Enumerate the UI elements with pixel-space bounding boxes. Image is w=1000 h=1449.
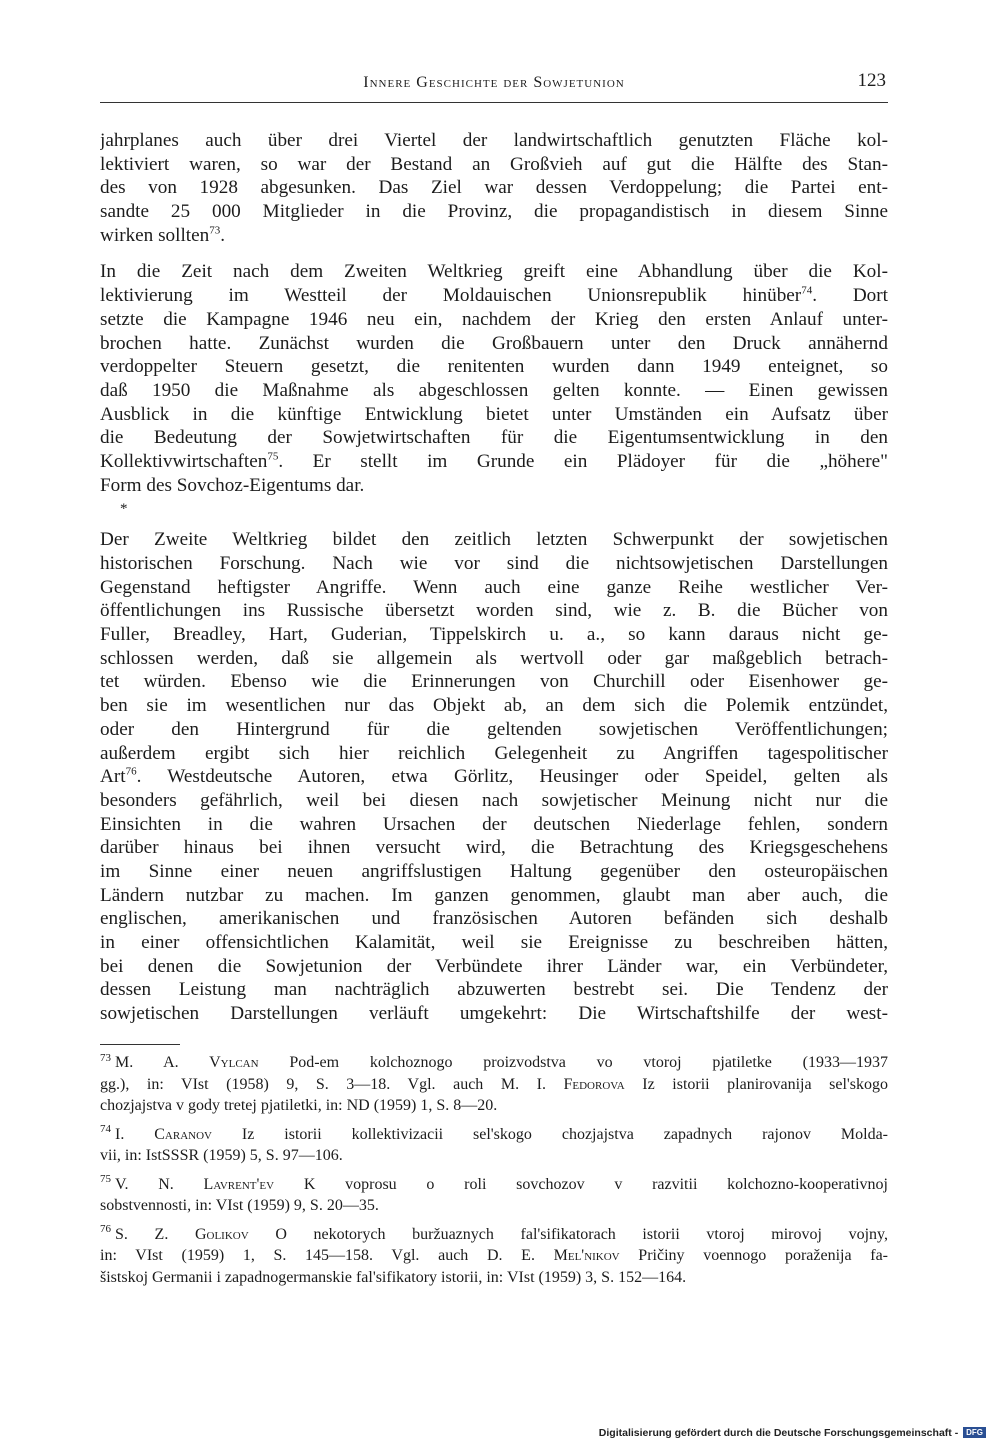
footnote-author: M. A. Vylcan — [115, 1054, 259, 1071]
text-line: öffentlichungen ins Russische übersetzt worden sind, wie z. B. die Bücher von — [100, 600, 888, 622]
text-line: Kollektivwirtschaften$^{75}$. Er stellt im Grunde ein Plädoyer für die „höhere" — [100, 450, 888, 472]
text-line: daß 1950 die Maßnahme als abgeschlossen gelten konnte. — Einen gewissen — [100, 379, 888, 401]
text-line: lektivierung im Westteil der Moldauischen Unionsrepublik hinüber$^{74}$. Dort — [100, 284, 888, 307]
text-line: dessen Leistung man nachträglich abzuwerten bestrebt sei. Die Tendenz der — [100, 979, 888, 1001]
text-line: tet würden. Ebenso wie die Erinnerungen von Churchill oder Eisenhower ge- — [100, 671, 888, 693]
footnote-76: $^{76}$ S. Z. Golikov O nekotorych buržuaznych fal'sifikatorach istorii vtoroj mirovoj vojny, in: VIst (1959) 1, S. 145—158. Vgl. auch D. E. Mel'nikov Pričiny voennogo poraženija fa- šistskoj Germanii i zapadnogermanskie fal'sifikatory istorii, in: VIst (1959) 3, S. 152—164. — [100, 1223, 888, 1286]
text-line: oder den Hintergrund für die geltenden sowjetischen Veröffentlichungen; — [100, 718, 888, 740]
text-line: schlossen werden, daß sie allgemein als wertvoll oder gar maßgeblich betrach- — [100, 647, 888, 669]
footnote-author: Fedorova — [563, 1075, 625, 1093]
text-line: sandte 25 000 Mitglieder in die Provinz, die propagandistisch in diesem Sinne — [100, 201, 888, 223]
text-line: Art$^{76}$. Westdeutsche Autoren, etwa Görlitz, Heusinger oder Speidel, gelten als — [100, 765, 888, 788]
text-line: sowjetischen Darstellungen verläuft umgekehrt: Die Wirtschaftshilfe der west- — [100, 1003, 888, 1025]
footnote-separator — [100, 1044, 180, 1045]
footnote-number: 74 — [100, 1123, 111, 1136]
text-line: ben sie im wesentlichen nur das Objekt ab, an dem sich die Polemik entzündet, — [100, 695, 888, 717]
text-line: historischen Forschung. Nach wie vor sind die nichtsowjetischen Darstellungen — [100, 553, 888, 574]
footnote-author: Mel'nikov — [553, 1247, 620, 1264]
digitization-credit — [599, 1427, 986, 1439]
footnotes — [100, 1052, 888, 1295]
footnote-number: 76 — [100, 1223, 111, 1236]
text-line: brochen hatte. Zunächst wurden die Großbauern unter den Druck annähernd — [100, 332, 888, 354]
text-line: des von 1928 abgesunken. Das Ziel war dessen Verdoppelung; die Partei ent- — [100, 177, 888, 199]
running-header — [100, 70, 888, 103]
text-line: Fuller, Breadley, Hart, Guderian, Tippelskirch u. a., so kann daraus nicht ge- — [100, 624, 888, 646]
text-line: Form des Sovchoz-Eigentums dar. — [100, 474, 365, 496]
text-line: die Bedeutung der Sowjetwirtschaften für die Eigentumsentwicklung in den — [100, 427, 888, 449]
footnote-ref[interactable]: 76 — [125, 765, 137, 778]
text-line: verdoppelter Steuern gesetzt, die renitenten wurden dann 1949 enteignet, so — [100, 356, 888, 378]
text-line: englischen, amerikanischen und französischen Autoren befänden sich deshalb — [100, 908, 888, 930]
text-line: Einsichten in die wahren Ursachen der deutschen Niederlage fehlen, sondern — [100, 813, 888, 835]
footnote-author: V. N. Lavrent'ev — [115, 1175, 275, 1193]
text-line: darüber hinaus bei ihnen versucht wird, die Betrachtung des Kriegsgeschehens — [100, 837, 888, 859]
text-line: wirken sollten$^{73}$. — [100, 224, 226, 246]
text-line: Der Zweite Weltkrieg bildet den zeitlich letzten Schwerpunkt der sowjetischen — [100, 529, 888, 551]
section-divider-asterisk: * — [120, 501, 128, 518]
text-line: lektiviert waren, so war der Bestand an Großvieh auf gut die Hälfte des Stan- — [100, 153, 888, 175]
text-line: In die Zeit nach dem Zweiten Weltkrieg greift eine Abhandlung über die Kol- — [100, 261, 888, 283]
credit-text: Digitalisierung gefördert durch die Deutsche Forschungsgemeinschaft - — [598, 1427, 959, 1439]
body-text — [100, 129, 888, 1026]
footnote-number: 75 — [100, 1173, 111, 1186]
footnote-ref[interactable]: 75 — [267, 450, 279, 463]
text-line: besonders gefährlich, weil bei diesen nach sowjetischer Meinung nicht nur die — [100, 789, 888, 811]
footnote-author: I. Caranov — [115, 1125, 212, 1143]
text-line: Gegenstand heftigster Angriffe. Wenn auch eine ganze Reihe westlicher Ver- — [100, 576, 888, 598]
text-line: bei denen die Sowjetunion der Verbündete ihrer Länder war, ein Verbündeter, — [100, 955, 888, 977]
text-line: im Sinne einer neuen angriffslustigen Haltung gegenüber den osteuropäischen — [100, 860, 888, 882]
footnote-74: $^{74}$ I. Caranov Iz istorii kollektivizacii sel'skogo chozjajstva zapadnych rajonov Molda- vii, in: IstSSSR (1959) 5, S. 97—106. — [100, 1123, 888, 1164]
text-line: Ländern nutzbar zu machen. Im ganzen genommen, glaubt man aber auch, die — [100, 884, 888, 906]
footnote-73: $^{73}$ M. A. Vylcan Pod-em kolchoznogo proizvodstva vo vtoroj pjatiletke (1933—1937 gg.), in: VIst (1958) 9, S. 3—18. Vgl. auch M. I. Fedorova Iz istorii planirovanija sel'skogo chozjajstva v gody tretej pjatiletki, in: ND (1959) 1, S. 8—20. — [100, 1052, 888, 1114]
text-line: setzte die Kampagne 1946 neu ein, nachdem der Krieg den ersten Anlauf unter- — [100, 308, 888, 330]
footnote-ref[interactable]: 74 — [801, 284, 813, 297]
text-line: in einer offensichtlichen Kalamität, weil sie Ereignisse zu beschreiben hätten, — [100, 932, 888, 953]
page-number: 123 — [857, 70, 886, 91]
footnote-author: S. Z. Golikov — [115, 1225, 249, 1243]
running-title: Innere Geschichte der Sowjetunion — [363, 74, 625, 91]
text-line: jahrplanes auch über drei Viertel der landwirtschaftlich genutzten Fläche kol- — [100, 130, 888, 151]
footnote-ref[interactable]: 73 — [209, 224, 221, 237]
footnote-75: $^{75}$ V. N. Lavrent'ev K voprosu o roli sovchozov v razvitii kolchozno-kooperativnoj sobstvennosti, in: VIst (1959) 9, S. 20—35. — [100, 1173, 888, 1214]
text-line: Ausblick in die künftige Entwicklung bietet unter Umständen ein Aufsatz über — [100, 403, 888, 425]
dfg-logo[interactable]: DFG — [963, 1427, 986, 1438]
footnote-number: 73 — [100, 1052, 111, 1064]
text-line: außerdem ergibt sich hier reichlich Gelegenheit zu Angriffen tagespolitischer — [100, 742, 888, 764]
